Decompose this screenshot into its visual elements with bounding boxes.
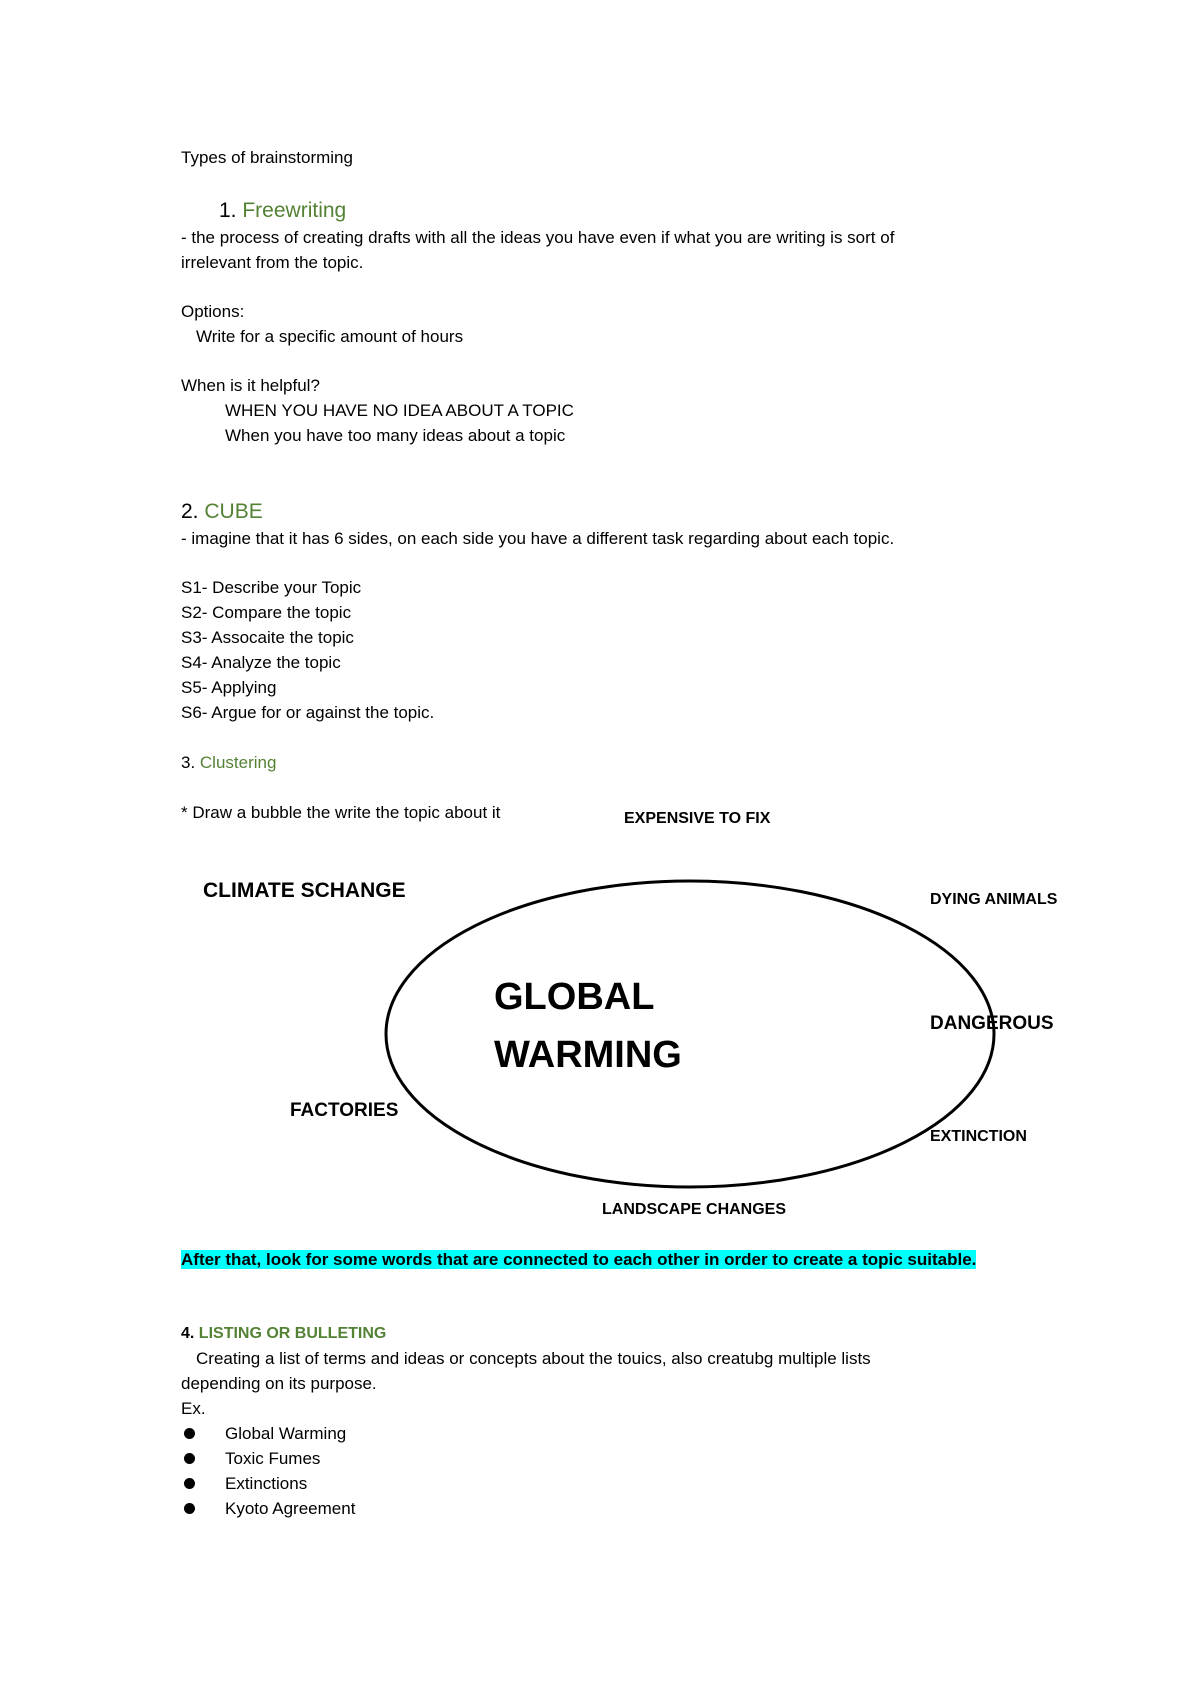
cube-desc: - imagine that it has 6 sides, on each side you have a different task regarding about each topic.: [181, 529, 895, 548]
clustering-number: 3.: [181, 753, 200, 772]
cube-side: S2- Compare the topic: [181, 603, 352, 622]
cube-side: S5- Applying: [181, 678, 277, 697]
cluster-label-climate: CLIMATE SCHANGE: [203, 879, 406, 902]
list-item: Global Warming: [225, 1424, 347, 1443]
center-topic-line1: GLOBAL: [494, 976, 655, 1018]
cluster-label-dying: DYING ANIMALS: [930, 891, 1058, 908]
cube-number: 2.: [181, 500, 205, 523]
helpful-item: When you have too many ideas about a topic: [225, 426, 566, 445]
cube-title: CUBE: [204, 500, 263, 523]
example-label: Ex.: [181, 1399, 206, 1418]
listing-desc-line2: depending on its purpose.: [181, 1374, 377, 1393]
helpful-item: WHEN YOU HAVE NO IDEA ABOUT A TOPIC: [225, 401, 574, 420]
clustering-title: Clustering: [199, 753, 277, 772]
cluster-label-expensive: EXPENSIVE TO FIX: [624, 810, 771, 827]
cube-side: S1- Describe your Topic: [181, 578, 362, 597]
cluster-label-dangerous: DANGEROUS: [930, 1013, 1054, 1034]
cube-side: S3- Assocaite the topic: [181, 628, 354, 647]
list-item: Extinctions: [225, 1474, 308, 1493]
freewriting-title: Freewriting: [242, 199, 347, 222]
freewriting-desc-line2: irrelevant from the topic.: [181, 253, 364, 272]
freewriting-desc-line1: - the process of creating drafts with all the ideas you have even if what you are writing is sort of: [181, 228, 895, 247]
list-item: Kyoto Agreement: [225, 1499, 356, 1518]
clustering-instruction: * Draw a bubble the write the topic about it: [181, 803, 501, 822]
center-topic-line2: WARMING: [494, 1034, 682, 1076]
cube-side: S6- Argue for or against the topic.: [181, 703, 435, 722]
page-title: Types of brainstorming: [181, 148, 353, 167]
freewriting-number: 1.: [219, 199, 243, 222]
cluster-label-extinction: EXTINCTION: [930, 1128, 1027, 1145]
cluster-label-factories: FACTORIES: [290, 1100, 399, 1121]
cluster-label-landscape: LANDSCAPE CHANGES: [602, 1201, 787, 1218]
highlighted-note: [181, 1248, 976, 1272]
listing-title: LISTING OR BULLETING: [198, 1325, 387, 1342]
bullet-icon: [184, 1503, 195, 1514]
listing-number: 4.: [181, 1325, 199, 1342]
listing-desc-line1: Creating a list of terms and ideas or concepts about the touics, also creatubg multiple lists: [196, 1349, 871, 1368]
listing-heading: [181, 1322, 386, 1346]
topic-bubble: [386, 881, 994, 1187]
cube-side: S4- Analyze the topic: [181, 653, 341, 672]
bullet-icon: [184, 1478, 195, 1489]
list-item: Toxic Fumes: [225, 1449, 321, 1468]
bullet-icon: [184, 1453, 195, 1464]
highlighted-note-text: After that, look for some words that are connected to each other in order to create a topic suitable.: [181, 1250, 977, 1269]
bullet-icon: [184, 1428, 195, 1439]
option-item: Write for a specific amount of hours: [196, 327, 464, 346]
options-label: Options:: [181, 302, 245, 321]
helpful-label: When is it helpful?: [181, 376, 320, 395]
